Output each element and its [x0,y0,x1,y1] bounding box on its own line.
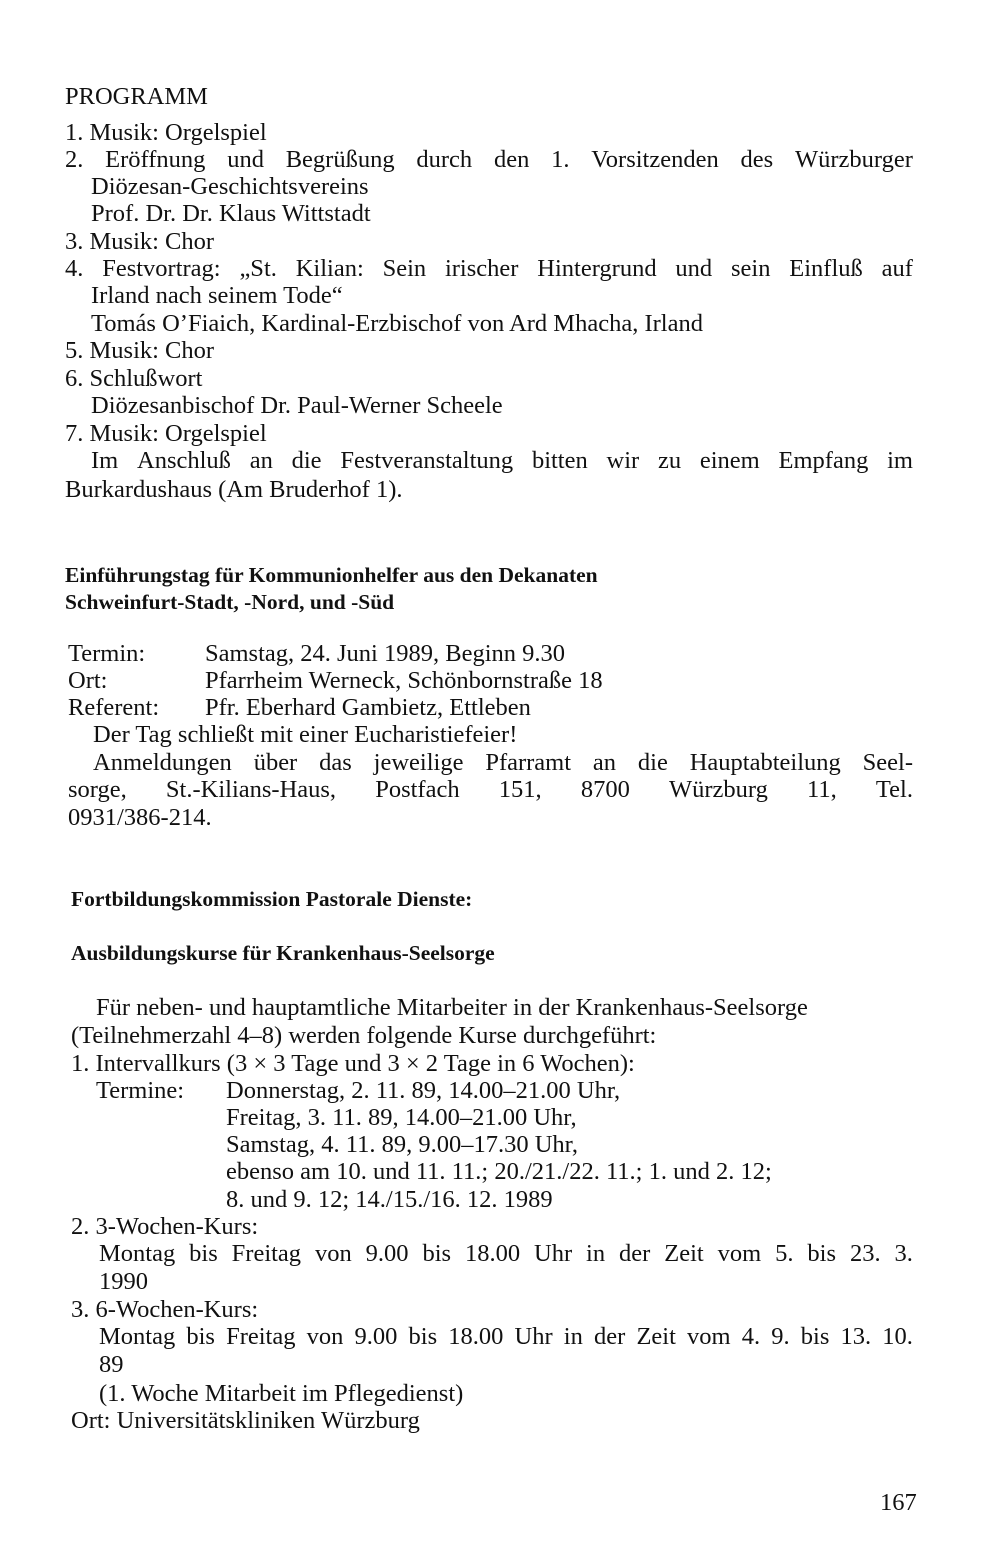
word: 9. [771,1323,790,1350]
word: bitten [531,447,588,474]
word: Montag [99,1240,176,1267]
program-line: Irland nach seinem Tode“ [91,282,343,309]
ort-value: Pfarrheim Werneck, Schönbornstraße 18 [205,667,603,694]
body-line: Ort: Universitätskliniken Würzburg [71,1407,420,1434]
word: St.-Kilians-Haus, [165,776,337,803]
word: 1. [551,146,570,173]
body-line: 89 [99,1351,124,1378]
word: bis [800,1323,830,1350]
termine-line: 8. und 9. 12; 14./15./16. 12. 1989 [226,1186,553,1213]
kurs-title: 2. 3-Wochen-Kurs: [71,1213,259,1240]
termine-line: Freitag, 3. 11. 89, 14.00–21.00 Uhr, [226,1104,577,1131]
word: Anschluß [137,447,231,474]
word: über [253,749,298,776]
word: bis [189,1240,218,1267]
program-line-justified [65,146,913,173]
word: Begrüßung [285,146,395,173]
word: in [586,1240,606,1267]
word: Freitag [231,1240,302,1267]
word: bis [807,1240,837,1267]
word: Einfluß [789,255,863,282]
termine-label: Termine: [96,1077,185,1104]
section-heading: Fortbildungskommission Pastorale Dienste: [71,887,473,911]
word: 9.00 [354,1323,398,1350]
word: bis [186,1323,215,1350]
referent-value: Pfr. Eberhard Gambietz, Ettleben [205,694,531,721]
program-line: 7. Musik: Orgelspiel [65,420,267,447]
word: 3. [894,1240,913,1267]
word: Empfang [778,447,869,474]
word: der [619,1240,651,1267]
word: Würzburger [794,146,913,173]
program-line: 6. Schlußwort [65,365,203,392]
program-line-justified [65,255,913,282]
word: Sein [382,255,427,282]
program-line: Diözesan-Geschichtsvereins [91,173,369,200]
word: den [493,146,530,173]
word: Hauptabteilung [689,749,841,776]
termine-row [96,1077,620,1104]
word: Festvortrag: [102,255,221,282]
word: 13. [840,1323,872,1350]
word: „St. [239,255,277,282]
word: 151, [498,776,542,803]
word: und [227,146,264,173]
word: vom [717,1240,762,1267]
word: Postfach [375,776,460,803]
word: sorge, [68,776,127,803]
word: Würzburg [668,776,768,803]
referent-label: Referent: [68,694,160,721]
word: Kilian: [295,255,364,282]
word: 18.00 [464,1240,521,1267]
word: 5. [775,1240,794,1267]
body-line: 1990 [99,1268,148,1295]
word: jeweilige [373,749,464,776]
word: an [592,749,617,776]
word: Zeit [636,1323,676,1350]
termin-value: Samstag, 24. Juni 1989, Beginn 9.30 [205,640,566,667]
program-line-justified [91,447,913,474]
word: 2. [65,146,84,173]
referent-row [68,694,531,721]
word: 4. [65,255,84,282]
program-line: Tomás O’Fiaich, Kardinal-Erzbischof von Ard Mhacha, Irland [91,310,703,337]
word: im [887,447,913,474]
word: von [306,1323,344,1350]
word: bis [422,1240,452,1267]
word: 18.00 [448,1323,504,1350]
body-line-justified [99,1323,913,1350]
word: Festveranstaltung [340,447,514,474]
body-line: (Teilnehmerzahl 4–8) werden folgende Kurse durchgeführt: [71,1022,657,1049]
word: 11, [807,776,837,803]
body-line-justified [68,776,913,803]
body-line: (1. Woche Mitarbeit im Pflegedienst) [99,1380,464,1407]
word: an [249,447,273,474]
ort-label: Ort: [68,667,108,694]
body-line-justified [93,749,913,776]
program-line: Diözesanbischof Dr. Paul-Werner Scheele [91,392,503,419]
word: das [319,749,352,776]
word: 23. [849,1240,881,1267]
word: sein [730,255,771,282]
word: Tel. [875,776,913,803]
word: Uhr [534,1240,573,1267]
word: Uhr [514,1323,553,1350]
word: die [291,447,322,474]
body-line-justified [99,1240,913,1267]
program-line: 1. Musik: Orgelspiel [65,119,267,146]
word: wir [606,447,640,474]
program-line: Burkardushaus (Am Bruderhof 1). [65,476,403,503]
body-line: 0931/386-214. [68,804,212,831]
word: Anmeldungen [93,749,232,776]
kurs-title: 1. Intervallkurs (3 × 3 Tage und 3 × 2 Tage in 6 Wochen): [71,1050,635,1077]
word: Hintergrund [537,255,657,282]
word: Pfarramt [485,749,572,776]
program-line: Prof. Dr. Dr. Klaus Wittstadt [91,200,371,227]
word: 8700 [580,776,630,803]
word: vom [687,1323,731,1350]
word: die [637,749,668,776]
word: und [675,255,713,282]
section-title: Schweinfurt-Stadt, -Nord, und -Süd [65,590,395,614]
termine-line: Donnerstag, 2. 11. 89, 14.00–21.00 Uhr, [226,1077,621,1104]
word: durch [416,146,473,173]
body-line: Für neben- und hauptamtliche Mitarbeiter in der Krankenhaus-Seelsorge [96,994,808,1021]
program-heading: PROGRAMM [65,83,208,110]
word: Zeit [664,1240,704,1267]
word: in [563,1323,583,1350]
word: der [594,1323,626,1350]
word: zu [657,447,682,474]
kurs-title: 3. 6-Wochen-Kurs: [71,1296,259,1323]
termine-line: ebenso am 10. und 11. 11.; 20./21./22. 11.; 1. und 2. 12; [226,1158,772,1185]
termin-label: Termin: [68,640,146,667]
word: auf [881,255,913,282]
program-line: 3. Musik: Chor [65,228,215,255]
word: einem [699,447,760,474]
word: Freitag [226,1323,296,1350]
word: 4. [741,1323,761,1350]
word: Vorsitzenden [591,146,719,173]
word: bis [408,1323,438,1350]
word: von [314,1240,352,1267]
termine-line: Samstag, 4. 11. 89, 9.00–17.30 Uhr, [226,1131,578,1158]
word: 10. [882,1323,913,1350]
word: 9.00 [365,1240,409,1267]
termin-row [68,640,565,667]
word: des [740,146,774,173]
word: irischer [444,255,519,282]
word: Eröffnung [105,146,206,173]
word: Montag [99,1323,176,1350]
page-number: 167 [880,1489,917,1516]
ort-row [68,667,603,694]
word: Seel- [862,749,913,776]
section-title: Einführungstag für Kommunionhelfer aus den Dekanaten [65,563,598,587]
word: Im [91,447,119,474]
program-line: 5. Musik: Chor [65,337,215,364]
body-line: Der Tag schließt mit einer Eucharistiefeier! [93,721,518,748]
section-heading: Ausbildungskurse für Krankenhaus-Seelsorge [71,941,495,965]
